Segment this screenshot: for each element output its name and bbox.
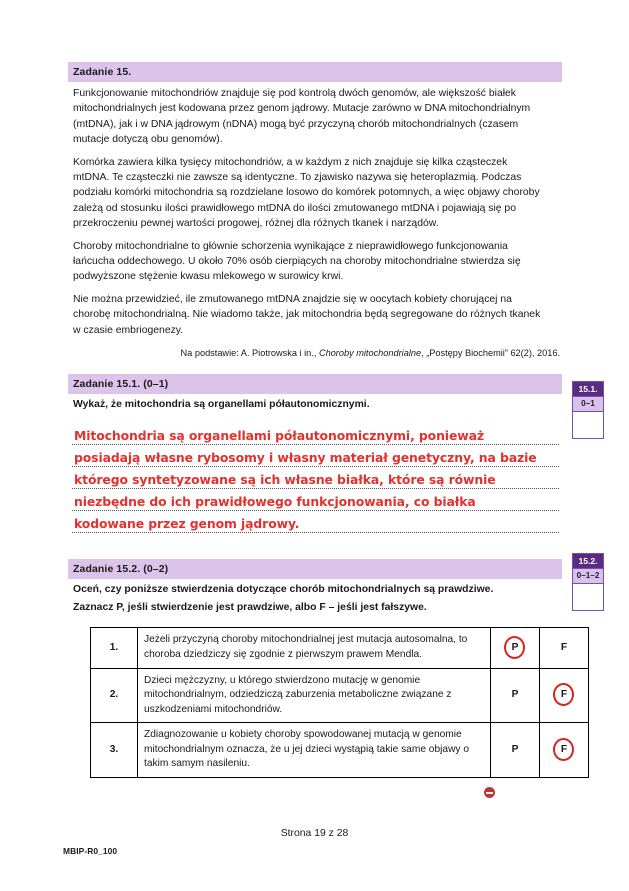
score-box-id: 15.1.: [573, 382, 603, 396]
answer-line[interactable]: [72, 445, 559, 467]
task-15-paragraph-1: Funkcjonowanie mitochondriów znajduje się pod kontrolą dwóch genomów, ale większość białek mitochondrialnych jest kodowana przez genom jądrowy. Mutacje zarówno w DNA mitochondrialnym (mtDNA), jak i w DNA jądrowym (nDNA) mogą być przyczyną chorób mitochondrialnych (czasem mutacje dotyczą obu genomów).: [73, 88, 531, 146]
option-false[interactable]: [540, 668, 589, 723]
table-row: [91, 628, 589, 668]
row-number: 1.: [91, 628, 138, 668]
content-column: [68, 62, 568, 778]
task-15-2-prompt-line-1: Oceń, czy poniższe stwierdzenia dotyczące chorób mitochondrialnych są prawdziwe.: [73, 583, 494, 595]
answer-line[interactable]: [72, 511, 559, 533]
minus-circle-mark-icon: [484, 787, 495, 798]
option-label: P: [505, 638, 525, 658]
row-statement: Zdiagnozowanie u kobiety choroby spowodowanej mutacją w genomie mitochondrialnym oznacza, że u jej dzieci wystąpią takie same objawy o takim samym nasileniu.: [138, 723, 491, 778]
true-false-table: [90, 627, 589, 778]
handwritten-answer-line: posiadają własne rybosomy i własny materiał genetyczny, na bazie: [74, 449, 537, 465]
source-title: Choroby mitochondrialne: [318, 348, 422, 359]
option-false[interactable]: [540, 628, 589, 668]
row-number: 3.: [91, 723, 138, 778]
score-box-id: 15.2.: [573, 554, 603, 568]
source-prefix: Na podstawie: A. Piotrowska i in.,: [180, 348, 317, 359]
source-citation: [68, 347, 562, 360]
score-box-entry[interactable]: [573, 411, 603, 438]
score-box-entry[interactable]: [573, 583, 603, 610]
task-15-paragraph-3: Choroby mitochondrialne to głównie schorzenia wynikające z nieprawidłowego funkcjonowania łańcucha oddechowego. U około 70% osób cierpiących na choroby mitochondrialne stwierdza się podwyższone stężenie kwasu mlekowego w surowicy krwi.: [73, 240, 521, 283]
task-15-2-prompt-line-2: Zaznacz P, jeśli stwierdzenie jest prawdziwe, albo F – jeśli jest fałszywe.: [73, 601, 427, 613]
answer-line[interactable]: [72, 423, 559, 445]
option-true[interactable]: [491, 668, 540, 723]
table-row: [91, 668, 589, 723]
row-statement: Jeżeli przyczyną choroby mitochondrialnej jest mutacja autosomalna, to choroba dziedziczy się zgodnie z pierwszym prawem Mendla.: [138, 628, 491, 668]
option-label: P: [511, 689, 519, 701]
task-15-1-header: Zadanie 15.1. (0–1): [68, 374, 562, 394]
task-15-paragraph-4: Nie można przewidzieć, ile zmutowanego mtDNA znajdzie się w oocytach kobiety chorującej na chorobę mitochondrialną. Nie wiadomo także, jak mitochondria będą segregowane do różnych tkanek w czasie embriogenezy.: [73, 293, 541, 336]
answer-line[interactable]: [72, 489, 559, 511]
task-15-2-header: Zadanie 15.2. (0–2): [68, 559, 562, 579]
answer-line[interactable]: [72, 467, 559, 489]
handwritten-answer-line: którego syntetyzowane są ich własne białka, które są równie: [74, 471, 496, 487]
handwritten-answer-line: Mitochondria są organellami półautonomicznymi, ponieważ: [74, 427, 484, 443]
row-number: 2.: [91, 668, 138, 723]
option-true[interactable]: [491, 628, 540, 668]
score-box-points: 0–1: [573, 396, 603, 411]
score-box-15-2: [572, 553, 604, 611]
handwritten-answer-line: kodowane przez genom jądrowy.: [74, 515, 300, 531]
row-statement: Dzieci mężczyzny, u którego stwierdzono mutację w genomie mitochondrialnym, odziedziczą zaburzenia metaboliczne związane z uszkodzeniami mitochondriów.: [138, 668, 491, 723]
option-label: P: [511, 744, 519, 756]
option-label: F: [554, 685, 574, 705]
option-label: F: [554, 740, 574, 760]
task-15-1-answer-area[interactable]: [68, 423, 562, 533]
option-true[interactable]: [491, 723, 540, 778]
score-box-points: 0–1–2: [573, 568, 603, 583]
table-row: [91, 723, 589, 778]
option-false[interactable]: [540, 723, 589, 778]
handwritten-answer-line: niezbędne do ich prawidłowego funkcjonowania, co białka: [74, 493, 476, 509]
source-suffix: , „Postępy Biochemii” 62(2), 2016.: [421, 348, 560, 359]
score-box-15-1: [572, 381, 604, 439]
task-15-1-prompt: Wykaż, że mitochondria są organellami półautonomicznymi.: [73, 399, 370, 411]
task-15-paragraph-2: Komórka zawiera kilka tysięcy mitochondriów, a w każdym z nich znajduje się kilka cząsteczek mtDNA. Te cząsteczki nie zawsze są identyczne. To zjawisko nazywa się heteroplazmią. Podczas podziału komórki mitochondria są rozdzielane losowo do komórek potomnych, a więc objawy choroby zależą od stosunku ilości prawidłowego mtDNA do ilości zmutowanego mtDNA i pojawiają się po przekroczeniu pewnej wartości progowej, różnej dla różnych tkanek i narządów.: [73, 156, 540, 230]
task-15-header: Zadanie 15.: [68, 62, 562, 82]
page-number: Strona 19 z 28: [280, 828, 349, 839]
document-code: MBIP-R0_100: [63, 846, 118, 856]
option-label: F: [560, 641, 568, 653]
